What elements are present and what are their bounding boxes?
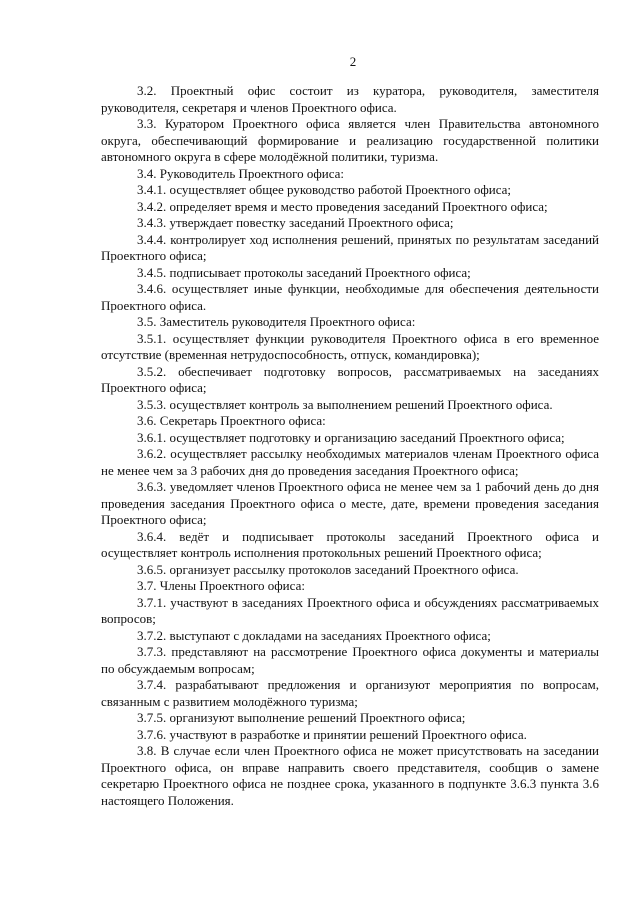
paragraph-3-4-1: 3.4.1. осуществляет общее руководство работой Проектного офиса; [137, 182, 512, 197]
paragraph-3-6-2: 3.6.2. осуществляет рассылку необходимых материалов членам Проектного офиса не менее чем за 3 рабочих дня до проведения заседания Проектного офиса; [101, 446, 599, 478]
paragraph-3-7-1: 3.7.1. участвуют в заседаниях Проектного офиса и обсуждениях рассматриваемых вопросов; [101, 594, 599, 626]
document-body [101, 83, 599, 809]
paragraph-3-4-4: 3.4.4. контролирует ход исполнения решений, принятых по результатам заседаний Проектного офиса; [101, 231, 599, 263]
paragraph-3-7-6: 3.7.6. участвуют в разработке и принятии решений Проектного офиса. [137, 726, 527, 742]
paragraph-3-6-3: 3.6.3. уведомляет членов Проектного офиса не менее чем за 1 рабочий день до дня проведения заседания Проектного офиса о месте, дате, времени проведения заседания Проектного офиса; [101, 479, 599, 527]
paragraph-3-7-4: 3.7.4. разрабатывают предложения и организуют мероприятия по вопросам, связанным с развитием молодёжного туризма; [101, 677, 599, 709]
paragraph-3-4-5: 3.4.5. подписывает протоколы заседаний Проектного офиса; [137, 264, 471, 280]
paragraph-3-7-5: 3.7.5. организуют выполнение решений Проектного офиса; [137, 710, 466, 725]
paragraph-3-6: 3.6. Секретарь Проектного офиса: [137, 413, 326, 428]
paragraph-3-7-3: 3.7.3. представляют на рассмотрение Проектного офиса документы и материалы по обсуждаемым вопросам; [101, 644, 599, 676]
paragraph-3-3: 3.3. Куратором Проектного офиса является член Правительства автономного округа, обеспечивающий формирование и реализацию государственной политики автономного округа в сфере молодёжной политики, туризма. [101, 116, 599, 164]
paragraph-3-6-4: 3.6.4. ведёт и подписывает протоколы заседаний Проектного офиса и осуществляет контроль исполнения протокольных решений Проектного офиса; [101, 528, 599, 560]
paragraph-3-2: 3.2. Проектный офис состоит из куратора, руководителя, заместителя руководителя, секретаря и членов Проектного офиса. [101, 83, 599, 115]
paragraph-3-6-5: 3.6.5. организует рассылку протоколов заседаний Проектного офиса. [137, 561, 519, 577]
paragraph-3-7-2: 3.7.2. выступают с докладами на заседаниях Проектного офиса; [137, 627, 491, 643]
paragraph-3-4-3: 3.4.3. утверждает повестку заседаний Проектного офиса; [137, 215, 454, 230]
paragraph-3-4-2: 3.4.2. определяет время и место проведения заседаний Проектного офиса; [137, 198, 548, 214]
paragraph-3-4: 3.4. Руководитель Проектного офиса: [137, 165, 345, 181]
page-number: 2 [349, 54, 357, 69]
paragraph-3-5: 3.5. Заместитель руководителя Проектного офиса: [137, 314, 416, 329]
paragraph-3-7: 3.7. Члены Проектного офиса: [137, 578, 305, 593]
paragraph-3-5-3: 3.5.3. осуществляет контроль за выполнением решений Проектного офиса. [137, 396, 553, 412]
paragraph-3-4-6: 3.4.6. осуществляет иные функции, необходимые для обеспечения деятельности Проектного офиса. [101, 281, 599, 313]
paragraph-3-8: 3.8. В случае если член Проектного офиса не может присутствовать на заседании Проектного офиса, он вправе направить своего представителя, сообщив о замене секретарю Проектного офиса не позднее срока, указанного в подпункте 3.6.3 пункта 3.6 настоящего Положения. [101, 743, 599, 808]
paragraph-3-6-1: 3.6.1. осуществляет подготовку и организацию заседаний Проектного офиса; [137, 429, 565, 445]
paragraph-3-5-1: 3.5.1. осуществляет функции руководителя Проектного офиса в его временное отсутствие (временная нетрудоспособность, отпуск, командировка); [101, 330, 599, 362]
paragraph-3-5-2: 3.5.2. обеспечивает подготовку вопросов, рассматриваемых на заседаниях Проектного офиса; [101, 363, 599, 395]
